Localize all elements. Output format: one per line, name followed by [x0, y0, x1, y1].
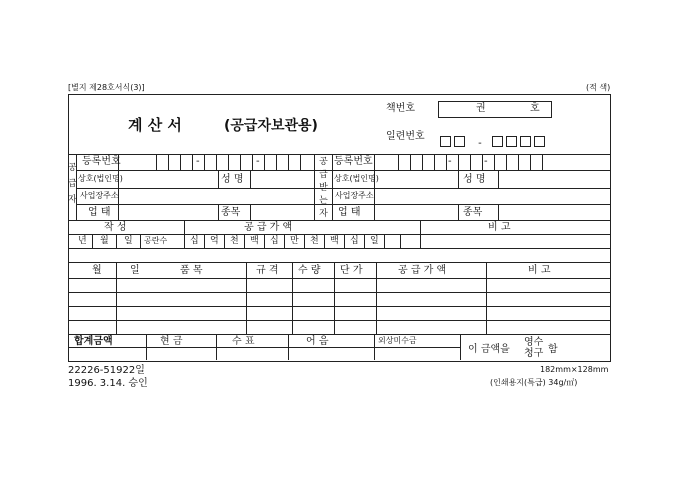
form-subtitle: (공급자보관용) — [224, 118, 318, 134]
supplier-name-label: 상호(법인명) — [78, 174, 123, 183]
supplier-reg-dash-1: - — [196, 156, 200, 167]
receiver-vertical-label: 공 급 받 는 자 — [319, 157, 328, 219]
supplier-biz-field[interactable] — [119, 205, 217, 219]
supplier-rep-label: 성 명 — [221, 174, 244, 185]
supplier-rep-field[interactable] — [251, 171, 313, 187]
receiver-rep-label: 성 명 — [463, 174, 486, 185]
note-header: 비 고 — [488, 222, 511, 233]
receiver-reg-label: 등록번호 — [334, 156, 373, 167]
receiver-reg-dash-2: - — [484, 156, 488, 167]
total-amount-label: 합계금액 — [74, 336, 113, 347]
receiver-name-label: 상호(법인명) — [334, 174, 379, 183]
receiver-item-label: 종목 — [463, 207, 483, 218]
receiver-addr-label: 사업장주소 — [335, 191, 374, 200]
footer-size: 182mm×128mm — [540, 365, 609, 374]
book-vol-label: 권 — [476, 103, 486, 114]
form-side: (적 색) — [586, 83, 611, 92]
cash-field[interactable] — [147, 348, 215, 359]
credit-label: 외상미수금 — [378, 336, 417, 345]
serial-number-field[interactable]: - — [440, 131, 548, 150]
supplier-reg-label: 등록번호 — [82, 156, 121, 167]
form-number: [별지 제28호서식(3)] — [68, 83, 145, 92]
supplier-item-label: 종목 — [221, 207, 241, 218]
cash-label: 현 금 — [160, 336, 183, 347]
receiver-biz-field[interactable] — [375, 205, 457, 219]
book-no-label: 호 — [530, 103, 540, 114]
receiver-item-field[interactable] — [499, 205, 609, 219]
receiver-rep-field[interactable] — [499, 171, 609, 187]
receiver-name-field[interactable] — [375, 171, 457, 187]
check-label: 수 표 — [232, 336, 255, 347]
footer-approval-date: 1996. 3.14. 승인 — [68, 378, 148, 389]
serial-number-label: 일련번호 — [386, 131, 425, 142]
written-date-header: 작 성 — [104, 222, 127, 233]
supplier-item-field[interactable] — [251, 205, 313, 219]
footer-code: 22226-51922일 — [68, 365, 145, 376]
book-number-label: 책번호 — [386, 103, 415, 114]
supplier-biz-label: 업 태 — [88, 207, 111, 218]
bill-field[interactable] — [289, 348, 373, 359]
supplier-vertical-label: 공 급 자 — [68, 163, 77, 205]
bill-label: 어 음 — [306, 336, 329, 347]
footer-paper: (인쇄용지(특급) 34g/㎡) — [490, 378, 578, 387]
receiver-biz-label: 업 태 — [338, 207, 361, 218]
receiver-addr-field[interactable] — [375, 189, 609, 203]
items-table-body[interactable] — [69, 279, 609, 333]
supplier-addr-field[interactable] — [119, 189, 313, 203]
receiver-reg-dash-1: - — [448, 156, 452, 167]
supplier-addr-label: 사업장주소 — [80, 191, 119, 200]
form-title: 계 산 서 — [128, 116, 182, 134]
check-field[interactable] — [217, 348, 287, 359]
supply-amount-header: 공 급 가 액 — [244, 222, 293, 233]
supplier-name-field[interactable] — [119, 171, 217, 187]
total-amount-field[interactable] — [69, 348, 145, 359]
supplier-reg-dash-2: - — [256, 156, 260, 167]
credit-field[interactable] — [375, 348, 459, 359]
